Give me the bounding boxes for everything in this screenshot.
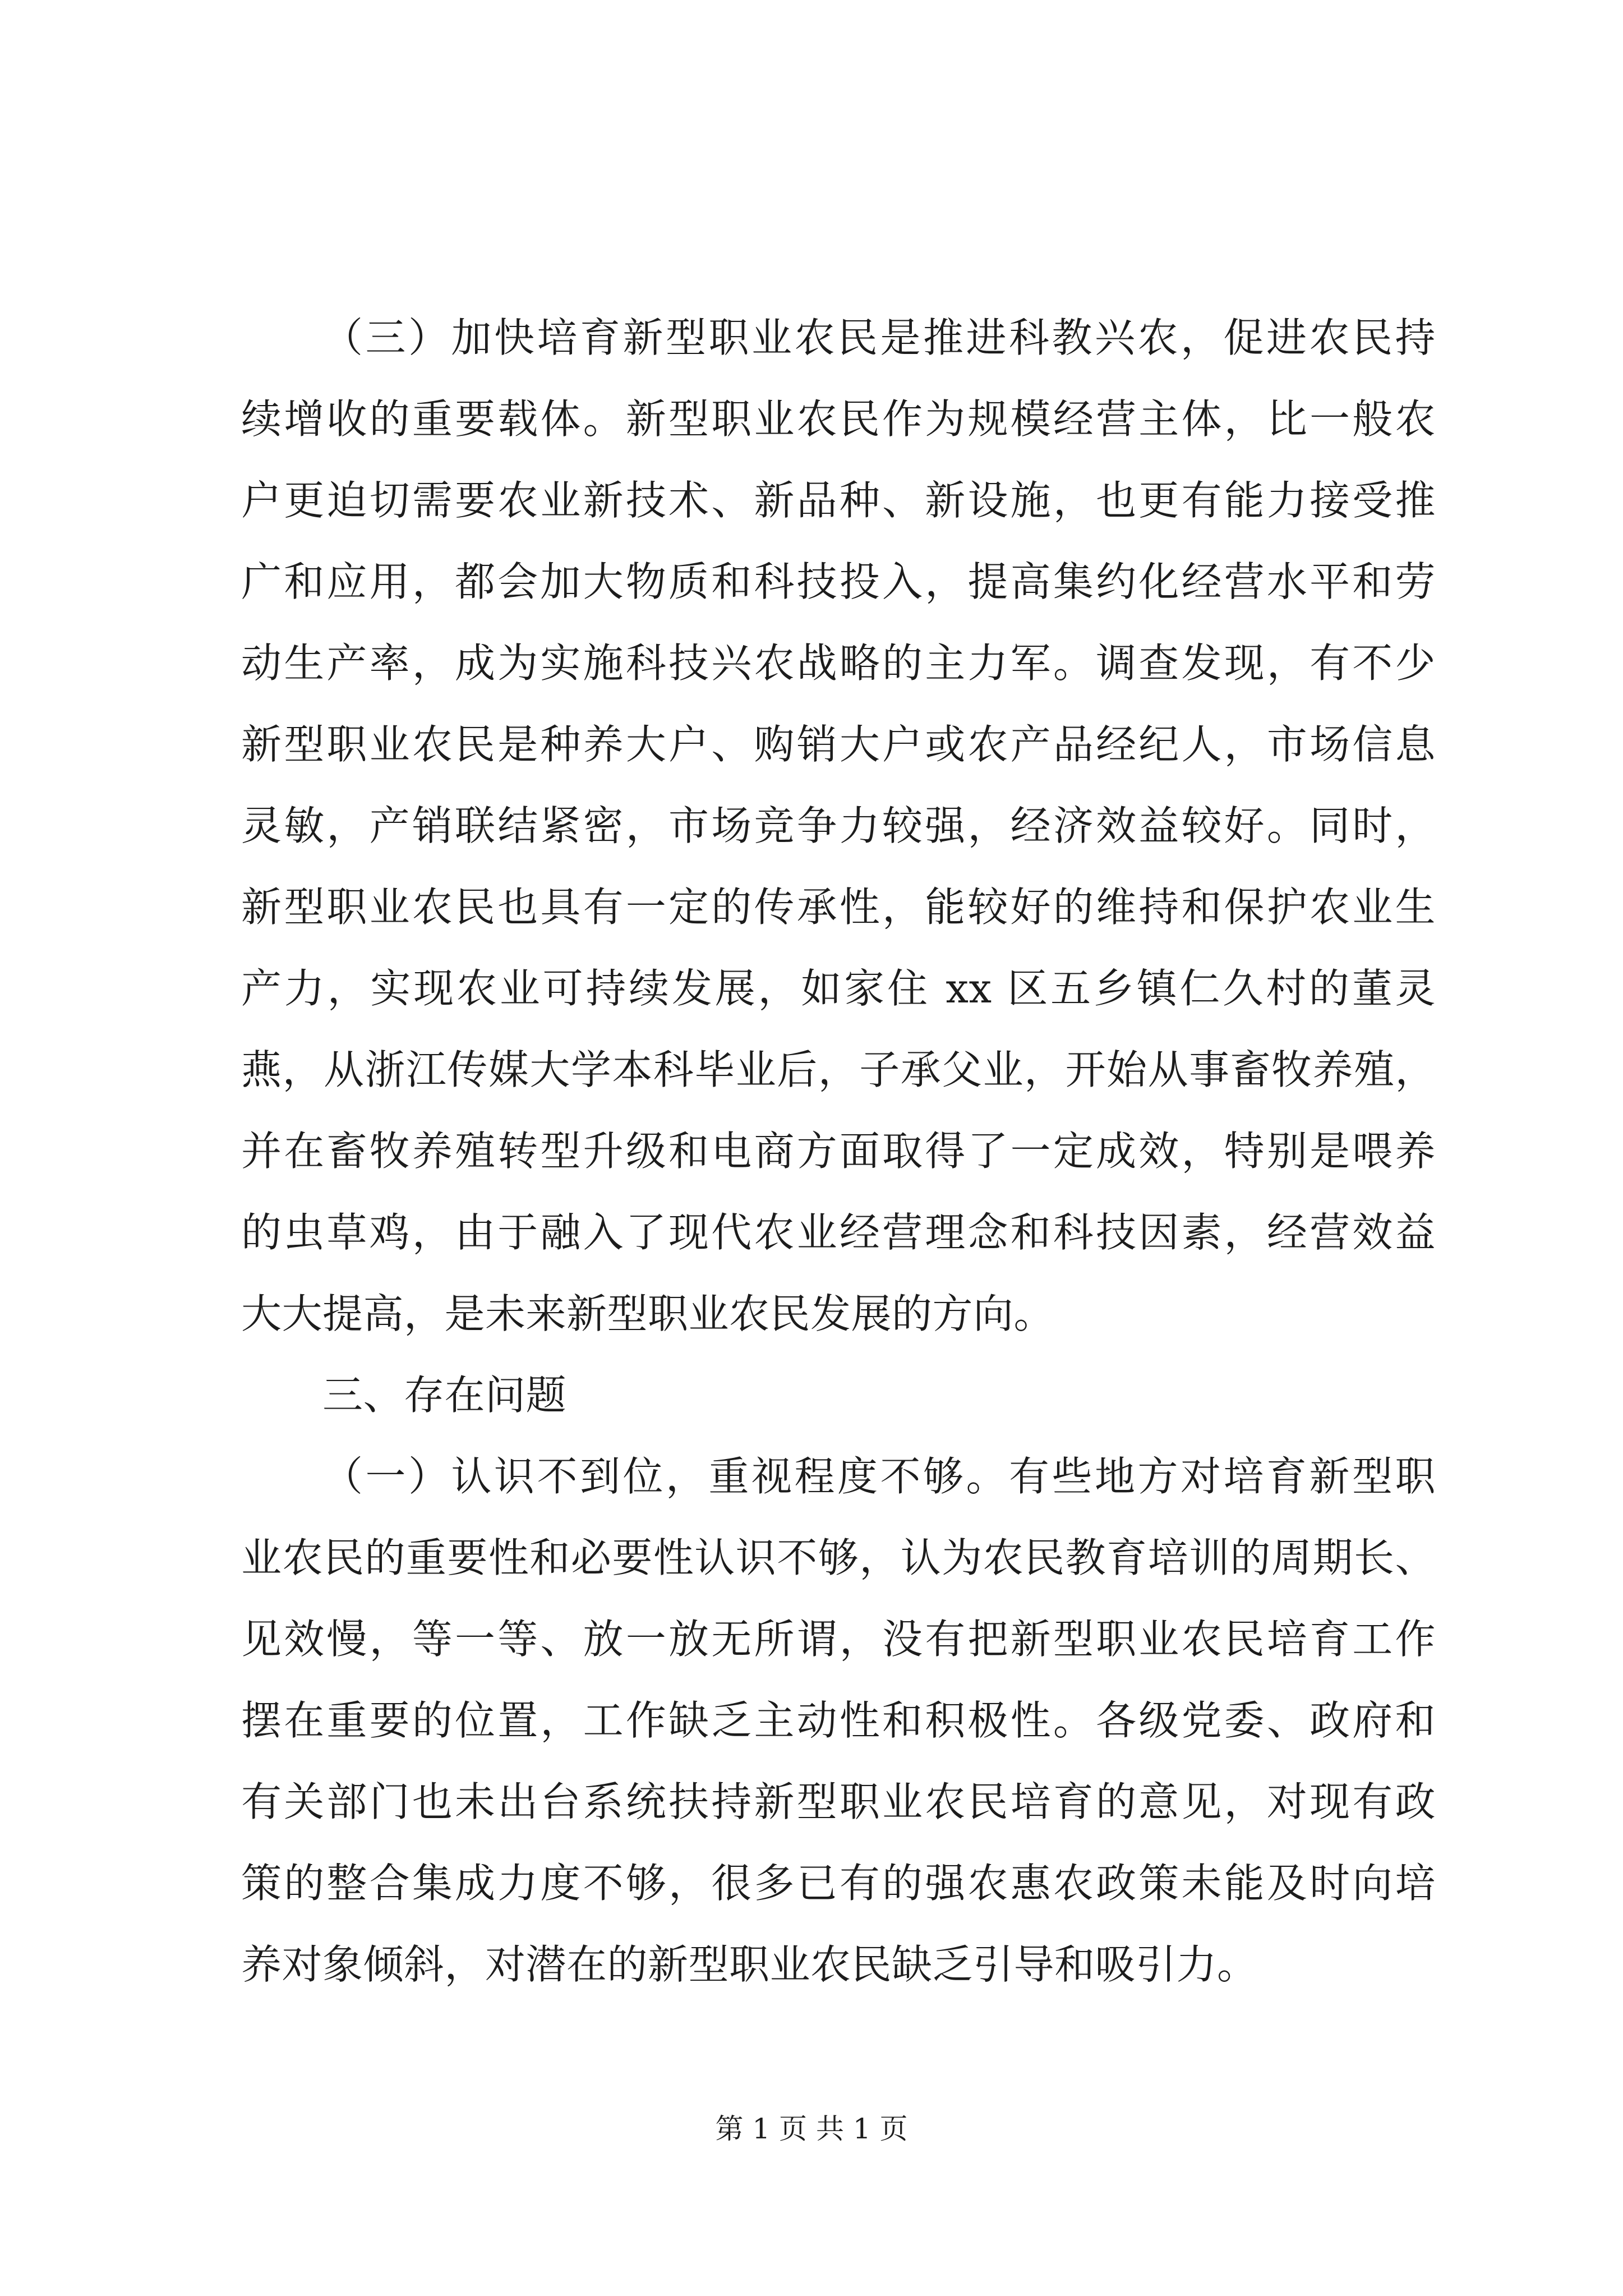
paragraph-3-importance	[241, 297, 1436, 1355]
section-heading: 三、存在问题	[322, 1372, 567, 1419]
text-line: 续增收的重要载体。新型职业农民作为规模经营主体，比一般农	[241, 395, 1436, 443]
text-line: 产力，实现农业可持续发展，如家住 xx 区五乡镇仁久村的董灵	[241, 965, 1436, 1012]
text-line: 有关部门也未出台系统扶持新型职业农民培育的意见，对现有政	[241, 1778, 1436, 1825]
paragraph-1-awareness	[241, 1436, 1436, 2005]
text-line: （三）加快培育新型职业农民是推进科教兴农，促进农民持	[322, 314, 1436, 361]
text-line: 灵敏，产销联结紧密，市场竞争力较强，经济效益较好。同时，	[241, 802, 1436, 849]
text-line: 摆在重要的位置，工作缺乏主动性和积极性。各级党委、政府和	[241, 1697, 1436, 1744]
text-line: 广和应用，都会加大物质和科技投入，提高集约化经营水平和劳	[241, 558, 1436, 605]
text-line: 业农民的重要性和必要性认识不够，认为农民教育培训的周期长、	[241, 1534, 1436, 1581]
text-line: 户更迫切需要农业新技术、新品种、新设施，也更有能力接受推	[241, 477, 1436, 524]
text-line: 的虫草鸡，由于融入了现代农业经营理念和科技因素，经营效益	[241, 1209, 1436, 1256]
section-heading-problems	[241, 1355, 1436, 1436]
text-line: 策的整合集成力度不够，很多已有的强农惠农政策未能及时向培	[241, 1860, 1436, 1907]
text-line: 新型职业农民是种养大户、购销大户或农产品经纪人，市场信息	[241, 721, 1436, 768]
text-line: 动生产率，成为实施科技兴农战略的主力军。调查发现，有不少	[241, 639, 1436, 687]
text-line: 见效慢，等一等、放一放无所谓，没有把新型职业农民培育工作	[241, 1616, 1436, 1663]
text-line: 养对象倾斜，对潜在的新型职业农民缺乏引导和吸引力。	[241, 1941, 1258, 1988]
page-footer: 第 1 页 共 1 页	[715, 2113, 908, 2145]
text-line: （一）认识不到位，重视程度不够。有些地方对培育新型职	[322, 1453, 1436, 1500]
document-body	[241, 297, 1436, 2005]
text-line: 新型职业农民也具有一定的传承性，能较好的维持和保护农业生	[241, 884, 1436, 931]
text-line: 并在畜牧养殖转型升级和电商方面取得了一定成效，特别是喂养	[241, 1128, 1436, 1175]
text-line: 燕，从浙江传媒大学本科毕业后，子承父业，开始从事畜牧养殖，	[241, 1046, 1436, 1093]
text-line: 大大提高，是未来新型职业农民发展的方向。	[241, 1290, 1055, 1337]
